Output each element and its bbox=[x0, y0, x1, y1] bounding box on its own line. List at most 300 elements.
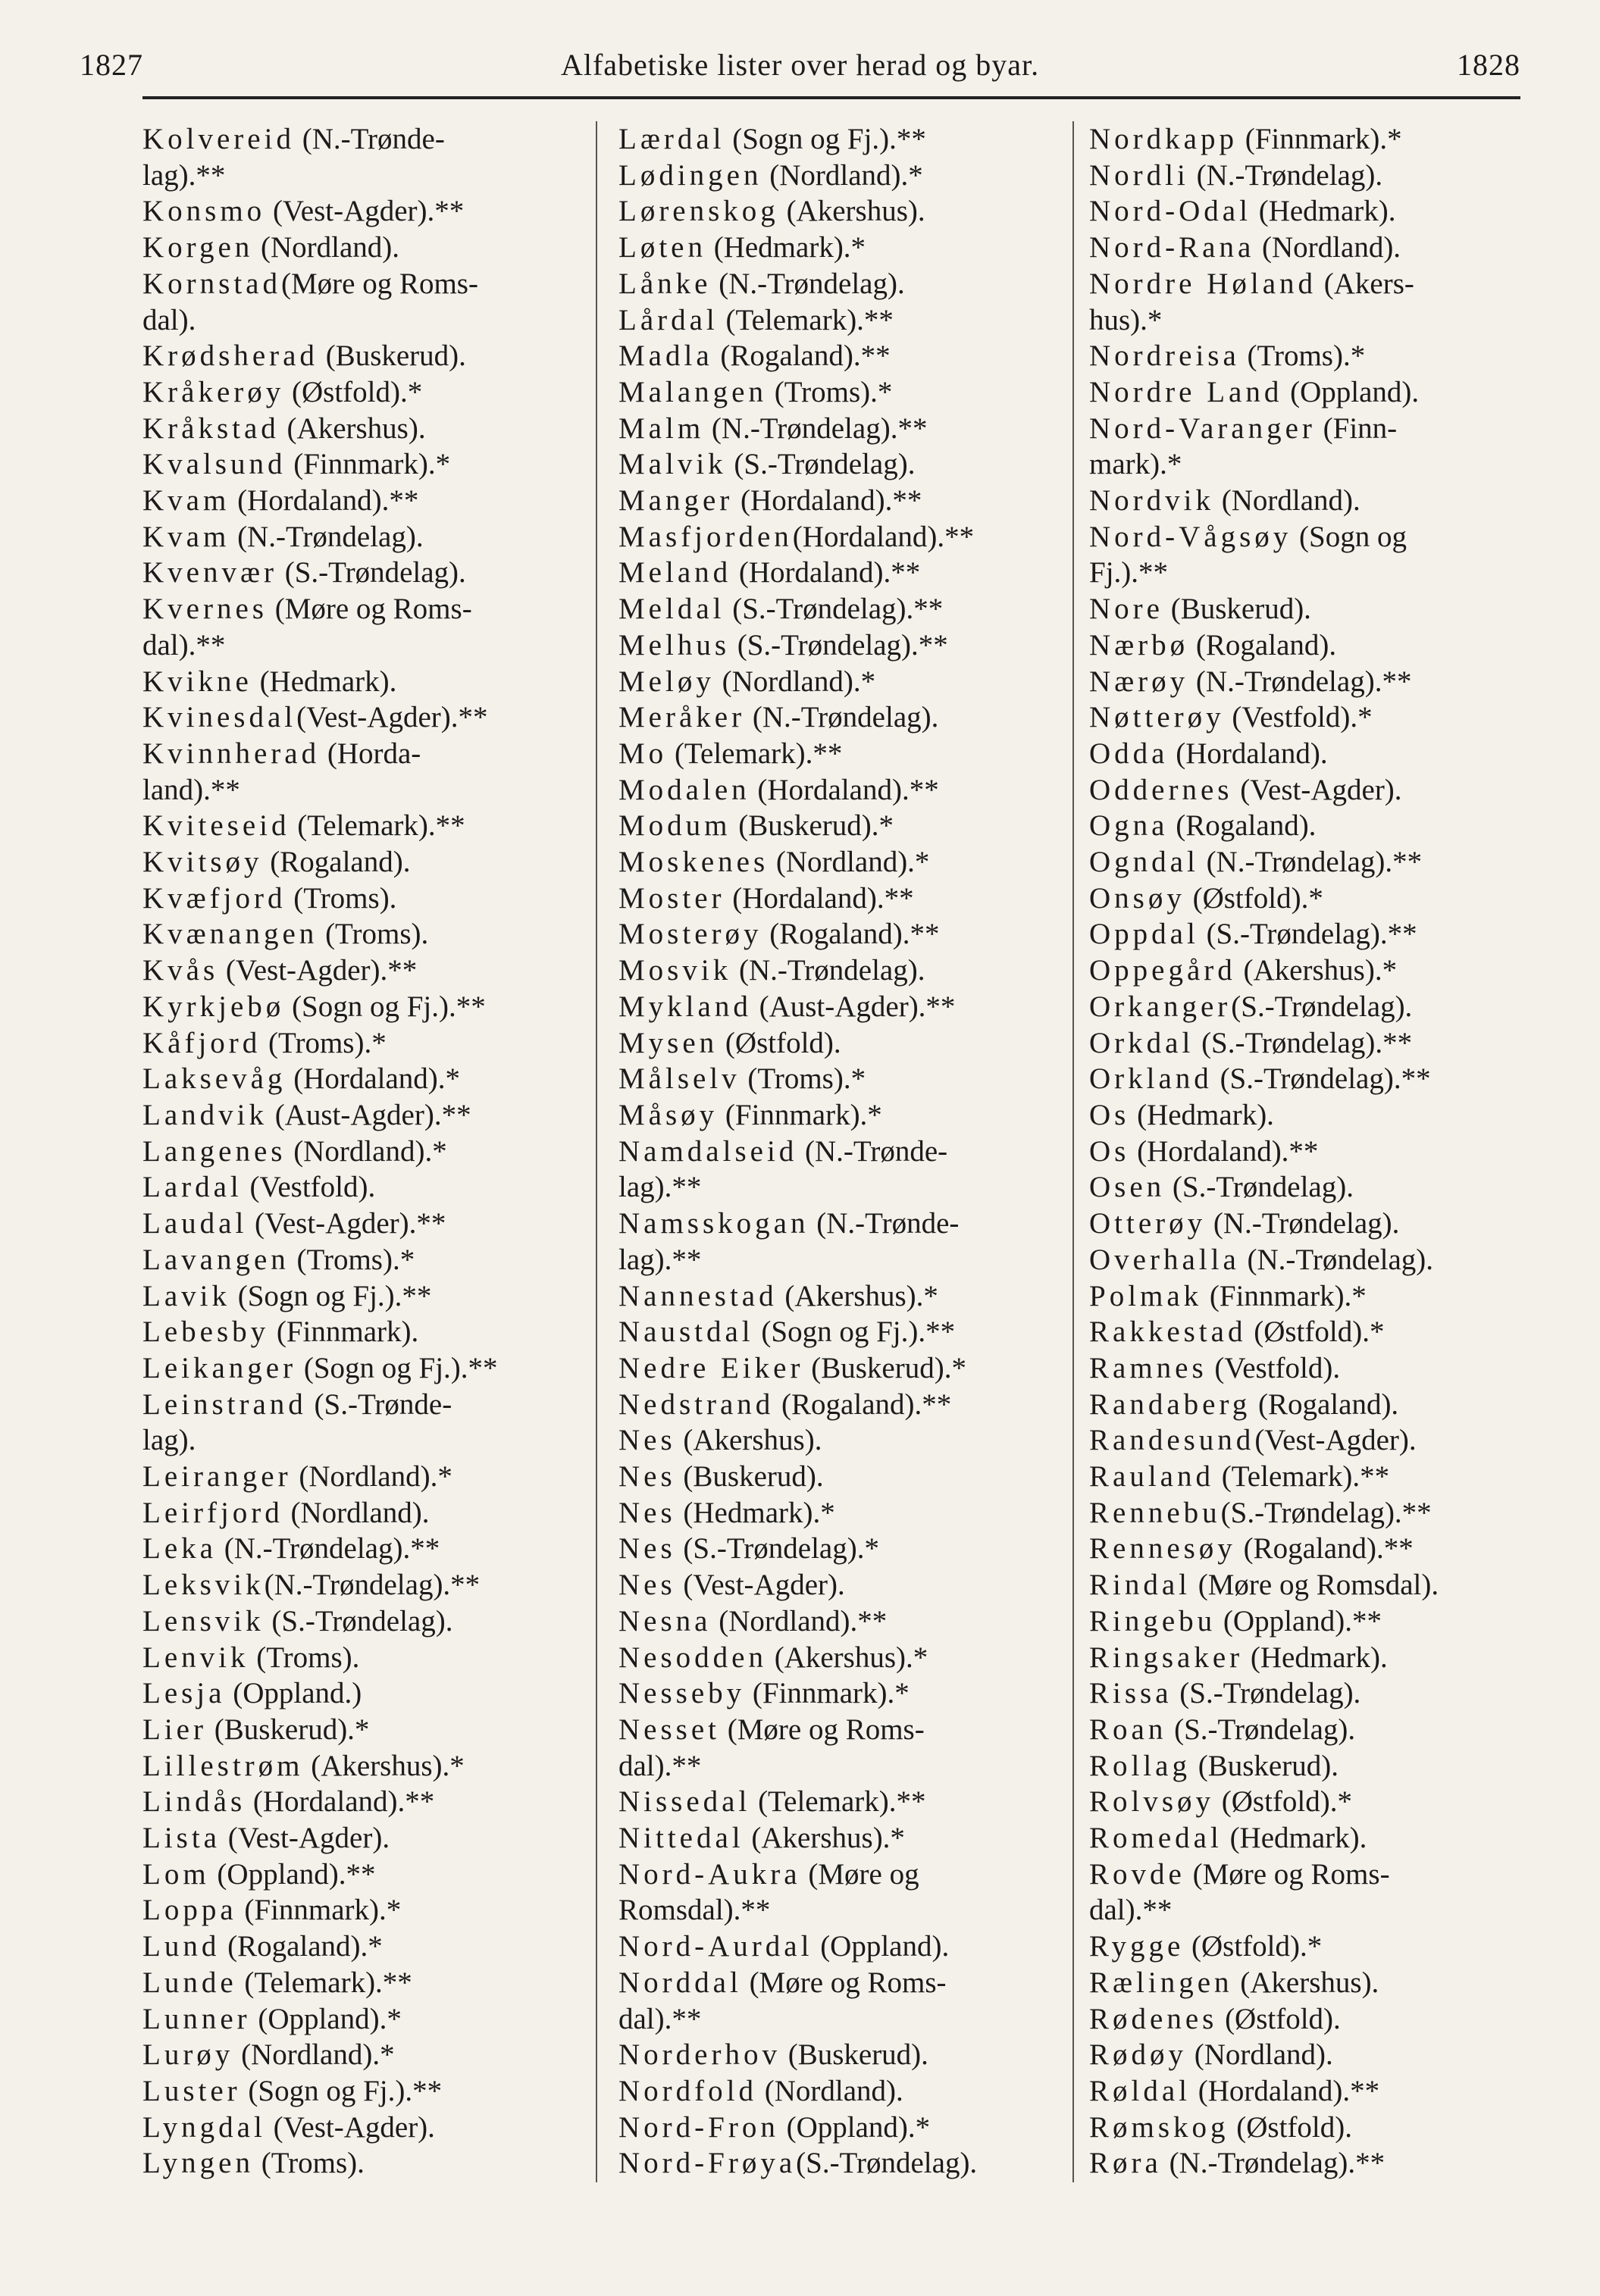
county-info: (S.-Trøndelag).** bbox=[1212, 1062, 1431, 1096]
place-name: Lårdal bbox=[618, 303, 719, 336]
place-name: Norddal bbox=[618, 1966, 742, 1999]
place-name: Orkland bbox=[1089, 1062, 1213, 1096]
county-info: (S.-Trønde- bbox=[306, 1387, 452, 1421]
county-info: (Hordaland).** bbox=[1129, 1134, 1319, 1168]
place-name: Orkanger bbox=[1089, 990, 1232, 1023]
place-name: Leiranger bbox=[142, 1460, 292, 1494]
county-info: (S.-Trøndelag). bbox=[1231, 990, 1413, 1023]
entry-line bbox=[142, 2001, 582, 2038]
county-info: (Sogn og Fj.).** bbox=[753, 1315, 956, 1349]
entry-line bbox=[618, 230, 1058, 266]
entry-line bbox=[1089, 2037, 1521, 2073]
county-info: (Troms). bbox=[249, 1641, 360, 1674]
county-info: (Buskerud).* bbox=[731, 809, 894, 843]
county-info: (Oppland). bbox=[813, 1930, 950, 1963]
county-info: (Møre og Roms- bbox=[741, 1966, 947, 1999]
county-info: (Vest-Agder).** bbox=[218, 954, 418, 987]
entry-line bbox=[1089, 158, 1521, 194]
county-info: (N.-Trønde- bbox=[809, 1207, 960, 1240]
place-name: Laudal bbox=[142, 1207, 248, 1240]
county-info: (Buskerud). bbox=[318, 339, 466, 373]
place-name: Oddernes bbox=[1089, 773, 1233, 806]
entry-line bbox=[1089, 230, 1521, 266]
county-info: (Rogaland). bbox=[1188, 628, 1337, 662]
county-info: (Møre og bbox=[800, 1857, 919, 1891]
place-name: Lødingen bbox=[618, 158, 762, 192]
place-name: Orkdal bbox=[1089, 1026, 1195, 1059]
entry-line bbox=[618, 2037, 1058, 2073]
entry-line bbox=[1089, 519, 1521, 555]
place-name: Nord-Vågsøy bbox=[1089, 520, 1292, 553]
county-info: (Akershus).* bbox=[766, 1641, 928, 1674]
entry-line bbox=[618, 446, 1058, 483]
entry-line bbox=[618, 1422, 1058, 1459]
county-info: (Møre og Roms- bbox=[1185, 1857, 1390, 1891]
entry-line bbox=[618, 1531, 1058, 1567]
place-name: Kornstad bbox=[142, 267, 281, 300]
entry-line bbox=[142, 881, 582, 917]
place-name: Laksevåg bbox=[142, 1062, 286, 1096]
county-info: (Vest-Agder).** bbox=[247, 1207, 446, 1240]
entry-line bbox=[1089, 1169, 1521, 1206]
county-info: (Nordland).* bbox=[769, 846, 930, 879]
place-name: Løten bbox=[618, 231, 706, 264]
county-info: (Finnmark).* bbox=[1202, 1279, 1367, 1312]
entry-line bbox=[142, 1928, 582, 1965]
county-info: (Møre og Roms- bbox=[719, 1713, 925, 1746]
entry-line bbox=[142, 1820, 582, 1857]
place-name: Otterøy bbox=[1089, 1207, 1207, 1240]
county-info: lag). bbox=[142, 1424, 196, 1457]
entry-line bbox=[1089, 989, 1521, 1025]
place-name: Moskenes bbox=[618, 846, 769, 879]
place-name: Nedre Eiker bbox=[618, 1351, 804, 1384]
entry-line bbox=[1089, 1820, 1521, 1857]
county-info: (Troms).* bbox=[289, 1243, 415, 1276]
place-name: Lindås bbox=[142, 1785, 246, 1819]
entry-line bbox=[142, 1242, 582, 1278]
entry-line bbox=[618, 338, 1058, 374]
place-name: Leirfjord bbox=[142, 1496, 283, 1529]
entry-line bbox=[618, 1459, 1058, 1495]
column-2 bbox=[618, 121, 1058, 2228]
entry-line bbox=[142, 952, 582, 989]
place-name: Rømskog bbox=[1089, 2110, 1229, 2144]
county-info: (S.-Trøndelag).** bbox=[725, 593, 944, 626]
entry-line bbox=[1089, 193, 1521, 230]
place-name: Ringebu bbox=[1089, 1604, 1216, 1638]
entry-line bbox=[1089, 1387, 1521, 1423]
place-name: Mysen bbox=[618, 1026, 719, 1059]
county-info: (Østfold).* bbox=[1246, 1315, 1385, 1349]
entry-line bbox=[1089, 1459, 1521, 1495]
place-name: Lenvik bbox=[142, 1641, 249, 1674]
page-header bbox=[80, 47, 1520, 92]
place-name: Korgen bbox=[142, 231, 254, 264]
place-name: Malm bbox=[618, 411, 705, 445]
entry-line bbox=[1089, 555, 1521, 591]
entry-line bbox=[618, 844, 1058, 881]
entry-line bbox=[142, 1567, 582, 1603]
county-info: (Nordland). bbox=[1254, 231, 1401, 264]
county-info: (Finnmark).* bbox=[286, 448, 451, 481]
place-name: Kvæfjord bbox=[142, 881, 286, 915]
place-name: Lavik bbox=[142, 1279, 230, 1312]
entry-line bbox=[1089, 2145, 1521, 2182]
place-name: Meland bbox=[618, 556, 732, 590]
county-info: (Nordland). bbox=[756, 2074, 903, 2107]
place-name: Meråker bbox=[618, 701, 746, 734]
county-info: (N.-Trøndelag).** bbox=[1188, 665, 1412, 698]
entry-line bbox=[142, 2073, 582, 2110]
entry-line bbox=[618, 2001, 1058, 2038]
place-name: Lier bbox=[142, 1713, 207, 1746]
county-info: (Troms).* bbox=[261, 1026, 387, 1059]
county-info: (Troms). bbox=[253, 2147, 365, 2180]
entry-line bbox=[142, 2110, 582, 2146]
place-name: Langenes bbox=[142, 1134, 286, 1168]
place-name: Overhalla bbox=[1089, 1243, 1240, 1276]
entry-line bbox=[142, 1603, 582, 1640]
county-info: (Nordland). bbox=[253, 231, 400, 264]
county-info: (Nordland). bbox=[1187, 2038, 1333, 2072]
county-info: (Nordland).* bbox=[291, 1460, 452, 1494]
place-name: Kvinnherad bbox=[142, 737, 321, 770]
county-info: (Østfold).* bbox=[1214, 1785, 1353, 1819]
entry-line bbox=[618, 1748, 1058, 1785]
entry-line bbox=[1089, 338, 1521, 374]
entry-line bbox=[142, 121, 582, 158]
county-info: (Rogaland).* bbox=[220, 1930, 383, 1963]
entry-line bbox=[618, 1857, 1058, 1893]
county-info: (Hedmark). bbox=[252, 665, 397, 698]
entry-line bbox=[1089, 1892, 1521, 1928]
entry-line bbox=[142, 736, 582, 772]
entry-line bbox=[618, 2073, 1058, 2110]
place-name: Ringsaker bbox=[1089, 1641, 1244, 1674]
entry-line bbox=[1089, 1675, 1521, 1712]
place-name: Landvik bbox=[142, 1098, 268, 1131]
place-name: Manger bbox=[618, 484, 734, 518]
place-name: Meldal bbox=[618, 593, 725, 626]
county-info: dal).** bbox=[618, 2002, 702, 2035]
county-info: (Rogaland). bbox=[262, 846, 411, 879]
entry-line bbox=[142, 1748, 582, 1785]
entry-line bbox=[618, 374, 1058, 411]
entry-line bbox=[618, 302, 1058, 339]
place-name: Nordre Land bbox=[1089, 375, 1283, 408]
entry-line bbox=[1089, 1422, 1521, 1459]
place-name: Lørenskog bbox=[618, 195, 779, 228]
entry-line bbox=[1089, 2073, 1521, 2110]
county-info: (Akershus). bbox=[1232, 1966, 1379, 1999]
county-info: lag).** bbox=[142, 158, 226, 192]
county-info: (Sogn og Fj.).** bbox=[725, 123, 926, 155]
entry-line bbox=[618, 411, 1058, 447]
county-info: (Sogn og Fj.).** bbox=[284, 990, 486, 1023]
entry-line bbox=[142, 193, 582, 230]
county-info: (Vest-Agder). bbox=[1232, 773, 1402, 806]
entry-line bbox=[618, 1314, 1058, 1350]
place-name: Oppegård bbox=[1089, 954, 1236, 987]
entry-line bbox=[142, 808, 582, 844]
place-name: Kyrkjebø bbox=[142, 990, 285, 1023]
place-name: Lunde bbox=[142, 1966, 237, 1999]
county-info: (Rogaland).** bbox=[762, 918, 940, 951]
entry-line bbox=[1089, 591, 1521, 627]
column-1 bbox=[142, 121, 582, 2228]
place-name: Nord-Odal bbox=[1089, 195, 1251, 228]
place-name: Rauland bbox=[1089, 1460, 1214, 1494]
place-name: Nesna bbox=[618, 1604, 712, 1638]
entry-line bbox=[1089, 1025, 1521, 1062]
place-name: Roan bbox=[1089, 1713, 1167, 1746]
place-name: Lebesby bbox=[142, 1315, 270, 1349]
county-info: (N.-Trøndelag).** bbox=[264, 1569, 481, 1602]
place-name: Rennesøy bbox=[1089, 1532, 1236, 1566]
entry-line bbox=[618, 519, 1058, 555]
county-info: dal).** bbox=[618, 1749, 702, 1782]
county-info: (Buskerud).* bbox=[206, 1713, 370, 1746]
place-name: Lavangen bbox=[142, 1243, 290, 1276]
entry-line bbox=[1089, 627, 1521, 664]
entry-line bbox=[142, 158, 582, 194]
county-info: (Rogaland). bbox=[1168, 809, 1317, 843]
entry-line bbox=[1089, 1712, 1521, 1748]
county-info: (S.-Trøndelag).** bbox=[1194, 1026, 1413, 1059]
entry-line bbox=[142, 1459, 582, 1495]
county-info: (Hedmark). bbox=[1251, 195, 1396, 228]
county-info: (S.-Trøndelag). bbox=[796, 2147, 978, 2180]
county-info: (Østfold).* bbox=[284, 375, 423, 408]
entry-line bbox=[142, 1784, 582, 1820]
entry-line bbox=[1089, 1567, 1521, 1603]
county-info: (Aust-Agder).** bbox=[267, 1098, 471, 1131]
county-info: (Hordaland).** bbox=[731, 556, 921, 590]
place-name: Krødsherad bbox=[142, 339, 318, 373]
place-name: Rindal bbox=[1089, 1569, 1191, 1602]
entry-line bbox=[1089, 302, 1521, 339]
entry-line bbox=[142, 230, 582, 266]
entry-line bbox=[618, 1495, 1058, 1531]
county-info: (N.-Trøndelag). bbox=[711, 267, 905, 300]
place-name: Nord-Rana bbox=[1089, 231, 1255, 264]
county-info: (Hordaland).** bbox=[792, 520, 975, 553]
entry-line bbox=[142, 1350, 582, 1387]
county-info: (Vest-Agder). bbox=[220, 1822, 390, 1855]
county-info: (Finnmark).* bbox=[1237, 123, 1402, 155]
place-name: Modalen bbox=[618, 773, 750, 806]
county-info: lag).** bbox=[618, 1171, 702, 1204]
county-info: (Sogn og Fj.).** bbox=[240, 2074, 443, 2107]
entry-line bbox=[618, 1134, 1058, 1170]
county-info: (Finnmark). bbox=[269, 1315, 419, 1349]
entry-line bbox=[618, 1892, 1058, 1928]
entry-line bbox=[1089, 844, 1521, 881]
place-name: Nordre Høland bbox=[1089, 267, 1317, 300]
entry-line bbox=[618, 158, 1058, 194]
entry-line bbox=[1089, 1134, 1521, 1170]
county-info: (Vestfold). bbox=[242, 1171, 376, 1204]
county-info: (Telemark).** bbox=[667, 737, 843, 770]
place-name: Nordli bbox=[1089, 158, 1189, 192]
entry-line bbox=[142, 1531, 582, 1567]
county-info: (N.-Trøndelag). bbox=[745, 701, 939, 734]
place-name: Røra bbox=[1089, 2147, 1162, 2180]
county-info: (Vest-Agder).** bbox=[296, 701, 488, 734]
place-name: Mykland bbox=[618, 990, 752, 1023]
county-info: (Akershus). bbox=[675, 1424, 822, 1457]
entry-line bbox=[618, 1278, 1058, 1315]
county-info: (Vestfold). bbox=[1207, 1351, 1341, 1384]
county-info: (Møre og Romsdal). bbox=[1191, 1569, 1439, 1602]
entry-line bbox=[1089, 2110, 1521, 2146]
entry-line bbox=[1089, 699, 1521, 736]
entry-line bbox=[142, 591, 582, 627]
place-name: Nordvik bbox=[1089, 484, 1214, 518]
county-info: (S.-Trøndelag). bbox=[1172, 1677, 1361, 1710]
place-name: Lurøy bbox=[142, 2038, 234, 2072]
entry-line bbox=[1089, 1784, 1521, 1820]
county-info: (Akershus).* bbox=[1235, 954, 1398, 987]
entry-line bbox=[142, 483, 582, 519]
county-info: (N.-Trøndelag).** bbox=[216, 1532, 440, 1566]
entry-line bbox=[618, 1169, 1058, 1206]
entry-line bbox=[618, 2110, 1058, 2146]
county-info: (Akers- bbox=[1317, 267, 1414, 300]
place-name: Rissa bbox=[1089, 1677, 1173, 1710]
entry-line bbox=[618, 266, 1058, 302]
entry-line bbox=[142, 699, 582, 736]
entry-line bbox=[1089, 1097, 1521, 1134]
entry-line bbox=[142, 1206, 582, 1242]
county-info: (Akershus). bbox=[778, 195, 925, 228]
entry-line bbox=[142, 772, 582, 809]
county-info: (Buskerud). bbox=[780, 2038, 928, 2072]
county-info: (Finnmark).* bbox=[236, 1894, 402, 1927]
entry-line bbox=[1089, 1603, 1521, 1640]
place-name: Lånke bbox=[618, 267, 712, 300]
county-info: (Oppland.) bbox=[225, 1677, 362, 1710]
county-info: (Oppland).* bbox=[250, 2002, 402, 2035]
county-info: (Hordaland).** bbox=[230, 484, 419, 518]
place-name: Madla bbox=[618, 339, 713, 373]
place-name: Rollag bbox=[1089, 1749, 1191, 1782]
place-name: Rennebu bbox=[1089, 1496, 1221, 1529]
place-name: Lista bbox=[142, 1822, 221, 1855]
entry-line bbox=[618, 664, 1058, 700]
entry-line bbox=[1089, 664, 1521, 700]
place-name: Nærøy bbox=[1089, 665, 1189, 698]
county-info: land).** bbox=[142, 773, 240, 806]
entry-line bbox=[618, 699, 1058, 736]
entry-line bbox=[142, 1640, 582, 1676]
entry-line bbox=[618, 1097, 1058, 1134]
county-info: (Rogaland).** bbox=[774, 1387, 952, 1421]
place-name: Kolvereid bbox=[142, 123, 295, 155]
county-info: (Oppland).** bbox=[1216, 1604, 1382, 1638]
place-name: Kåfjord bbox=[142, 1026, 261, 1059]
place-name: Kvalsund bbox=[142, 448, 286, 481]
column-divider bbox=[596, 121, 597, 2182]
left-page-number: 1827 bbox=[80, 48, 143, 82]
place-name: Nes bbox=[618, 1532, 676, 1566]
entry-line bbox=[1089, 411, 1521, 447]
entry-line bbox=[618, 808, 1058, 844]
entry-line bbox=[142, 446, 582, 483]
entry-line bbox=[618, 1567, 1058, 1603]
county-info: (S.-Trøndelag). bbox=[726, 448, 916, 481]
county-info: (Østfold). bbox=[718, 1026, 841, 1059]
county-info: (Østfold).* bbox=[1184, 1930, 1323, 1963]
county-info: (Buskerud).* bbox=[803, 1351, 966, 1384]
entry-line bbox=[618, 1784, 1058, 1820]
place-name: Nordreisa bbox=[1089, 339, 1240, 373]
county-info: dal).** bbox=[142, 628, 226, 662]
place-name: Rælingen bbox=[1089, 1966, 1233, 1999]
county-info: mark).* bbox=[1089, 448, 1182, 481]
place-name: Rødenes bbox=[1089, 2002, 1218, 2035]
entry-line bbox=[142, 916, 582, 952]
place-name: Nissedal bbox=[618, 1785, 751, 1819]
place-name: Lillestrøm bbox=[142, 1749, 304, 1782]
entry-line bbox=[1089, 952, 1521, 989]
county-info: (Vest-Agder). bbox=[265, 2110, 435, 2144]
entry-line bbox=[1089, 736, 1521, 772]
entry-line bbox=[1089, 1061, 1521, 1097]
header-rule bbox=[142, 96, 1520, 99]
entry-line bbox=[618, 1206, 1058, 1242]
county-info: (Troms).* bbox=[766, 375, 893, 408]
place-name: Nedstrand bbox=[618, 1387, 775, 1421]
entry-line bbox=[618, 1675, 1058, 1712]
place-name: Rakkestad bbox=[1089, 1315, 1247, 1349]
entry-line bbox=[142, 1387, 582, 1423]
entry-line bbox=[142, 1422, 582, 1459]
entry-line bbox=[618, 483, 1058, 519]
county-info: (N.-Trøndelag). bbox=[1239, 1243, 1434, 1276]
county-info: (Akershus). bbox=[279, 411, 426, 445]
entry-line bbox=[142, 1965, 582, 2001]
county-info: (Troms). bbox=[286, 881, 397, 915]
entry-line bbox=[142, 2037, 582, 2073]
entry-line bbox=[142, 519, 582, 555]
place-name: Rygge bbox=[1089, 1930, 1185, 1963]
entry-line bbox=[1089, 1278, 1521, 1315]
place-name: Mo bbox=[618, 737, 668, 770]
place-name: Kvænangen bbox=[142, 918, 318, 951]
county-info: (Akershus).* bbox=[303, 1749, 465, 1782]
entry-line bbox=[618, 772, 1058, 809]
place-name: Nord-Aukra bbox=[618, 1857, 801, 1891]
entry-line bbox=[1089, 772, 1521, 809]
entry-line bbox=[142, 1169, 582, 1206]
entry-line bbox=[618, 1387, 1058, 1423]
place-name: Romedal bbox=[1089, 1822, 1223, 1855]
county-info: (N.-Trønde- bbox=[294, 123, 445, 155]
county-info: (Møre og Roms- bbox=[280, 267, 478, 300]
county-info: (N.-Trønde- bbox=[797, 1134, 948, 1168]
entry-line bbox=[618, 591, 1058, 627]
county-info: (Møre og Roms- bbox=[267, 593, 472, 626]
county-info: (Hordaland).** bbox=[750, 773, 939, 806]
place-name: Nesseby bbox=[618, 1677, 746, 1710]
county-info: (Østfold). bbox=[1217, 2002, 1341, 2035]
county-info: (Nordland). bbox=[1214, 484, 1360, 518]
entry-line bbox=[1089, 1206, 1521, 1242]
entry-line bbox=[1089, 1350, 1521, 1387]
place-name: Os bbox=[1089, 1098, 1130, 1131]
